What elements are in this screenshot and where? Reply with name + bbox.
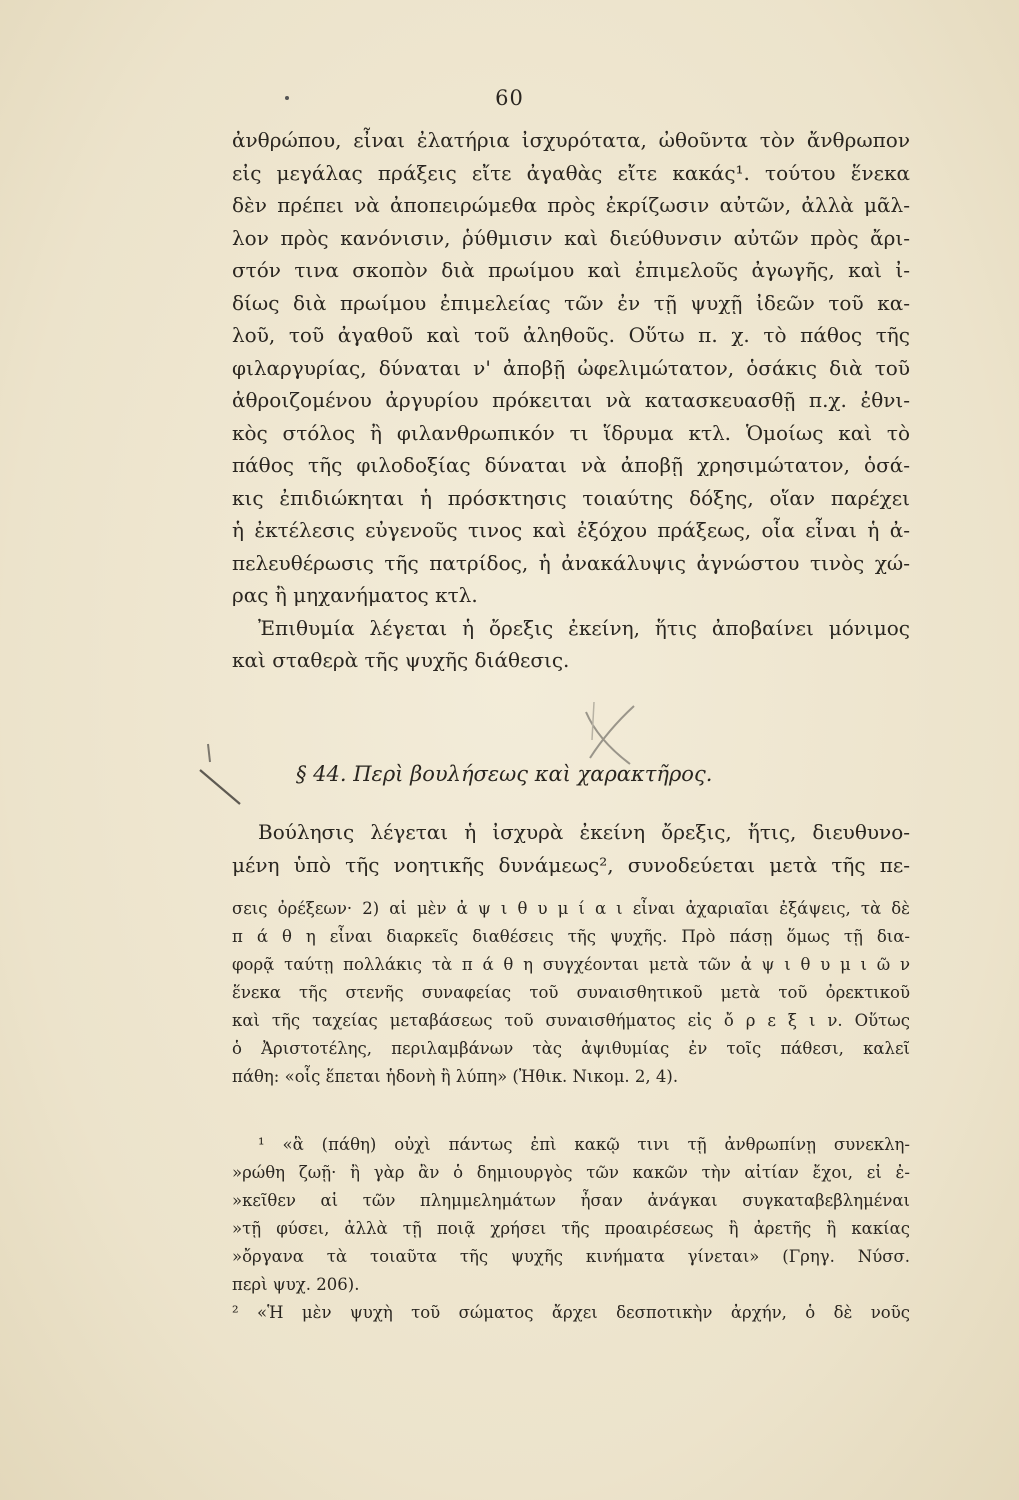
footnote-line: »ὄργανα τὰ τοιαῦτα τῆς ψυχῆς κινήματα γίνεται» (Γρηγ. Νύσσ. [232, 1247, 910, 1266]
footnote-line: ¹ «ἃ (πάθη) οὐχὶ πάντως ἐπὶ κακῷ τινι τῇ ἀνθρωπίνῃ συνεκλη- [258, 1135, 910, 1154]
text-line: ἀθροιζομένου ἀργυρίου πρόκειται νὰ κατασκευασθῇ π.χ. ἐθνι- [232, 388, 910, 412]
text-line: ὁ Ἀριστοτέλης, περιλαμβάνων τὰς ἀψιθυμίας ἐν τοῖς πάθεσι, καλεῖ [232, 1039, 910, 1058]
footnote-line: »ρώθη ζωῇ· ἢ γὰρ ἂν ὁ δημιουργὸς τῶν κακῶν τὴν αἰτίαν ἔχοι, εἰ ἐ- [232, 1163, 910, 1182]
text-line: λον πρὸς κανόνισιν, ῥύθμισιν καὶ διεύθυνσιν αὐτῶν πρὸς ἄρι- [232, 225, 910, 250]
text-line: πελευθέρωσις τῆς πατρίδος, ἡ ἀνακάλυψις ἀγνώστου τινὸς χώ- [232, 550, 910, 575]
text-line: ἡ ἐκτέλεσις εὐγενοῦς τινος καὶ ἐξόχου πράξεως, οἷα εἶναι ἡ ἀ- [232, 518, 910, 542]
text-line: πάθος τῆς φιλοδοξίας δύναται νὰ ἀποβῇ χρησιμώτατον, ὁσά- [232, 453, 910, 477]
footnotes [232, 1131, 910, 1327]
small-text-block [232, 895, 910, 1091]
text-line: ἀνθρώπου, εἶναι ἐλατήρια ἰσχυρότατα, ὠθοῦντα τὸν ἄνθρωπον [232, 128, 910, 152]
footnote-line: περὶ ψυχ. 206). [232, 1275, 360, 1294]
footnote-line: »κεῖθεν αἱ τῶν πλημμελημάτων ἦσαν ἀνάγκαι συγκαταβεβλημέναι [232, 1191, 910, 1210]
text-line: δὲν πρέπει νὰ ἀποπειρώμεθα πρὸς ἐκρίζωσιν αὐτῶν, ἀλλὰ μᾶλ- [232, 193, 910, 217]
text-line: Ἐπιθυμία λέγεται ἡ ὄρεξις ἐκείνη, ἥτις ἀποβαίνει μόνιμος [258, 615, 910, 640]
footnote-line: ² «Ἡ μὲν ψυχὴ τοῦ σώματος ἄρχει δεσποτικὴν ἀρχήν, ὁ δὲ νοῦς [232, 1303, 910, 1322]
text-line: κὸς στόλος ἢ φιλανθρωπικόν τι ἵδρυμα κτλ. Ὁμοίως καὶ τὸ [232, 420, 910, 445]
text-line: μένη ὑπὸ τῆς νοητικῆς δυνάμεως², συνοδεύεται μετὰ τῆς πε- [232, 852, 910, 877]
footnote-line: »τῇ φύσει, ἀλλὰ τῇ ποιᾷ χρήσει τῆς προαιρέσεως ἢ ἀρετῆς ἢ κακίας [232, 1219, 910, 1238]
text-line: φιλαργυρίας, δύναται ν' ἀποβῇ ὠφελιμώτατον, ὁσάκις διὰ τοῦ [232, 355, 910, 380]
section-paragraph [232, 816, 910, 881]
text-line: καὶ τῆς ταχείας μεταβάσεως τοῦ συναισθήματος εἰς ὄ ρ ε ξ ι ν. Οὕτως [232, 1011, 910, 1030]
text-line: καὶ σταθερὰ τῆς ψυχῆς διάθεσις. [232, 648, 570, 672]
pencil-cross-mark [578, 700, 638, 770]
text-line: πάθη: «οἷς ἕπεται ἡδονὴ ἢ λύπη» (Ἠθικ. Νικομ. 2, 4). [232, 1067, 679, 1086]
text-line: φορᾷ ταύτῃ πολλάκις τὰ π ά θ η συγχέονται μετὰ τῶν ἀ ψ ι θ υ μ ι ῶ ν [232, 955, 910, 974]
main-paragraph [232, 124, 910, 677]
text-line: σεις ὀρέξεων· 2) αἱ μὲν ἀ ψ ι θ υ μ ί α ι εἶναι ἀχαριαῖαι ἐξάψεις, τὰ δὲ [232, 899, 910, 918]
text-line: π ά θ η εἶναι διαρκεῖς διαθέσεις τῆς ψυχῆς. Πρὸ πάσῃ ὅμως τῇ δια- [232, 927, 910, 946]
text-line: λοῦ, τοῦ ἀγαθοῦ καὶ τοῦ ἀληθοῦς. Οὕτω π. χ. τὸ πάθος τῆς [232, 323, 910, 347]
pencil-margin-mark [194, 740, 254, 820]
text-line: ἕνεκα τῆς στενῆς συναφείας τοῦ συναισθητικοῦ μετὰ τοῦ ὀρεκτικοῦ [232, 983, 910, 1002]
text-line: δίως διὰ πρωίμου ἐπιμελείας τῶν ἐν τῇ ψυχῇ ἰδεῶν τοῦ κα- [232, 290, 910, 315]
text-line: στόν τινα σκοπὸν διὰ πρωίμου καὶ ἐπιμελοῦς ἀγωγῆς, καὶ ἰ- [232, 258, 910, 282]
text-line: Βούλησις λέγεται ἡ ἰσχυρὰ ἐκείνη ὄρεξις, ἥτις, διευθυνο- [258, 820, 910, 844]
text-line: εἰς μεγάλας πράξεις εἴτε ἀγαθὰς εἴτε κακάς¹. τούτου ἕνεκα [232, 160, 910, 185]
page-number: 60 [495, 86, 524, 110]
text-line: κις ἐπιδιώκηται ἡ πρόσκτησις τοιαύτης δόξης, οἵαν παρέχει [232, 485, 910, 510]
text-line: ρας ἢ μηχανήματος κτλ. [232, 583, 478, 607]
section-heading: § 44. Περὶ βουλήσεως καὶ χαρακτῆρος. [296, 762, 713, 786]
